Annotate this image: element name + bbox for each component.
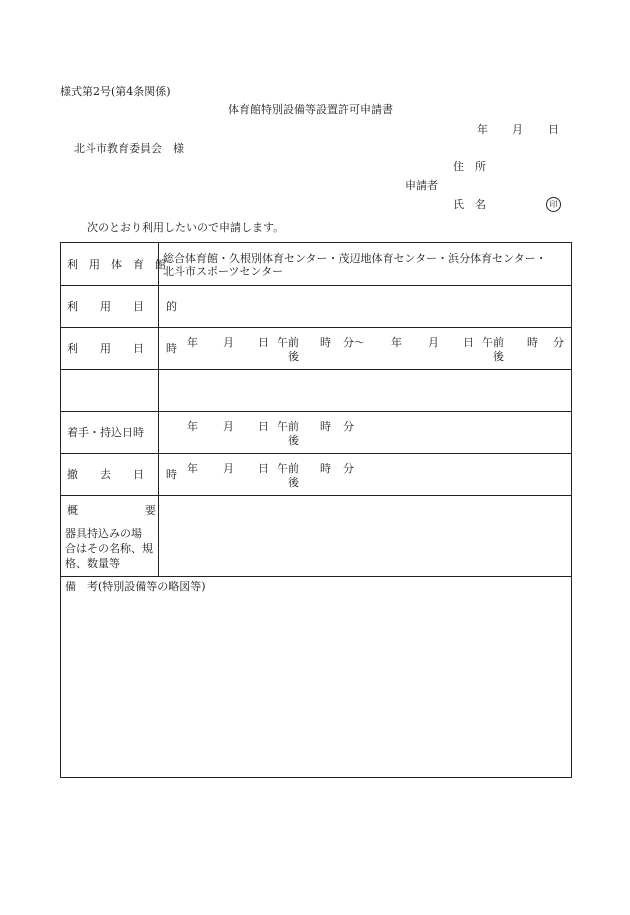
date-day-label: 日 [548,123,559,136]
use-end-pm[interactable]: 後 [493,350,504,363]
purpose-label: 利 用 目 的 [67,300,177,313]
use-end-hour[interactable]: 時 [527,336,538,349]
address-label: 住 所 [453,160,486,173]
start-month[interactable]: 月 [223,420,234,433]
row-divider [61,453,571,454]
removal-minute[interactable]: 分 [343,462,354,475]
date-month-label: 月 [512,123,523,136]
row-divider [61,411,571,412]
row-divider [61,495,571,496]
start-minute[interactable]: 分 [343,420,354,433]
use-start-minute[interactable]: 分〜 [343,336,365,349]
use-end-day[interactable]: 日 [463,336,474,349]
use-start-pm[interactable]: 後 [288,350,299,363]
start-hour[interactable]: 時 [320,420,331,433]
facility-options-line2[interactable]: 北斗市スポーツセンター [163,265,284,278]
date-year-label: 年 [477,123,488,136]
form-number: 様式第2号(第4条関係) [60,85,171,98]
summary-label-b: 要 [145,504,156,517]
use-start-year[interactable]: 年 [187,336,198,349]
start-am[interactable]: 午前 [277,420,299,433]
start-year[interactable]: 年 [187,420,198,433]
removal-am[interactable]: 午前 [277,462,299,475]
purpose-field[interactable] [161,287,569,325]
addressee: 北斗市教育委員会 様 [74,142,184,155]
row-divider [61,327,571,328]
summary-note-line3: 格、数量等 [65,557,120,570]
label-column-divider [158,243,159,576]
removal-hour[interactable]: 時 [320,462,331,475]
use-end-year[interactable]: 年 [391,336,402,349]
start-datetime-label: 着手・持込日時 [67,426,144,439]
row-divider [61,369,571,370]
form-title: 体育館特別設備等設置許可申請書 [228,103,393,116]
summary-field[interactable] [161,497,569,573]
removal-year[interactable]: 年 [187,462,198,475]
facility-label: 利 用 体 育 館 [67,258,166,271]
use-end-month[interactable]: 月 [428,336,439,349]
facility-options-line1[interactable]: 総合体育館・久根別体育センター・茂辺地体育センター・浜分体育センター・ [163,252,547,265]
removal-datetime-label: 撤 去 日 時 [67,468,177,481]
summary-label-a: 概 [67,504,78,517]
summary-note-line1: 器具持込みの場 [65,527,142,540]
use-start-am[interactable]: 午前 [277,336,299,349]
seal-mark-icon: 印 [546,197,561,212]
use-end-minute[interactable]: 分 [553,336,564,349]
application-table [60,242,572,778]
start-pm[interactable]: 後 [288,434,299,447]
use-start-day[interactable]: 日 [258,336,269,349]
use-datetime-label: 利 用 日 時 [67,342,177,355]
start-day[interactable]: 日 [258,420,269,433]
use-end-am[interactable]: 午前 [482,336,504,349]
removal-day[interactable]: 日 [258,462,269,475]
row-divider [61,576,571,577]
remarks-label: 備 考(特別設備等の略図等) [65,580,206,593]
use-start-month[interactable]: 月 [223,336,234,349]
summary-note-line2: 合はその名称、規 [65,542,153,555]
row-divider [61,285,571,286]
use-start-hour[interactable]: 時 [320,336,331,349]
remarks-field[interactable] [65,597,567,773]
intro-text: 次のとおり利用したいので申請します。 [87,221,285,234]
removal-month[interactable]: 月 [223,462,234,475]
name-label: 氏 名 [453,198,486,211]
applicant-label: 申請者 [405,179,438,192]
removal-pm[interactable]: 後 [288,476,299,489]
